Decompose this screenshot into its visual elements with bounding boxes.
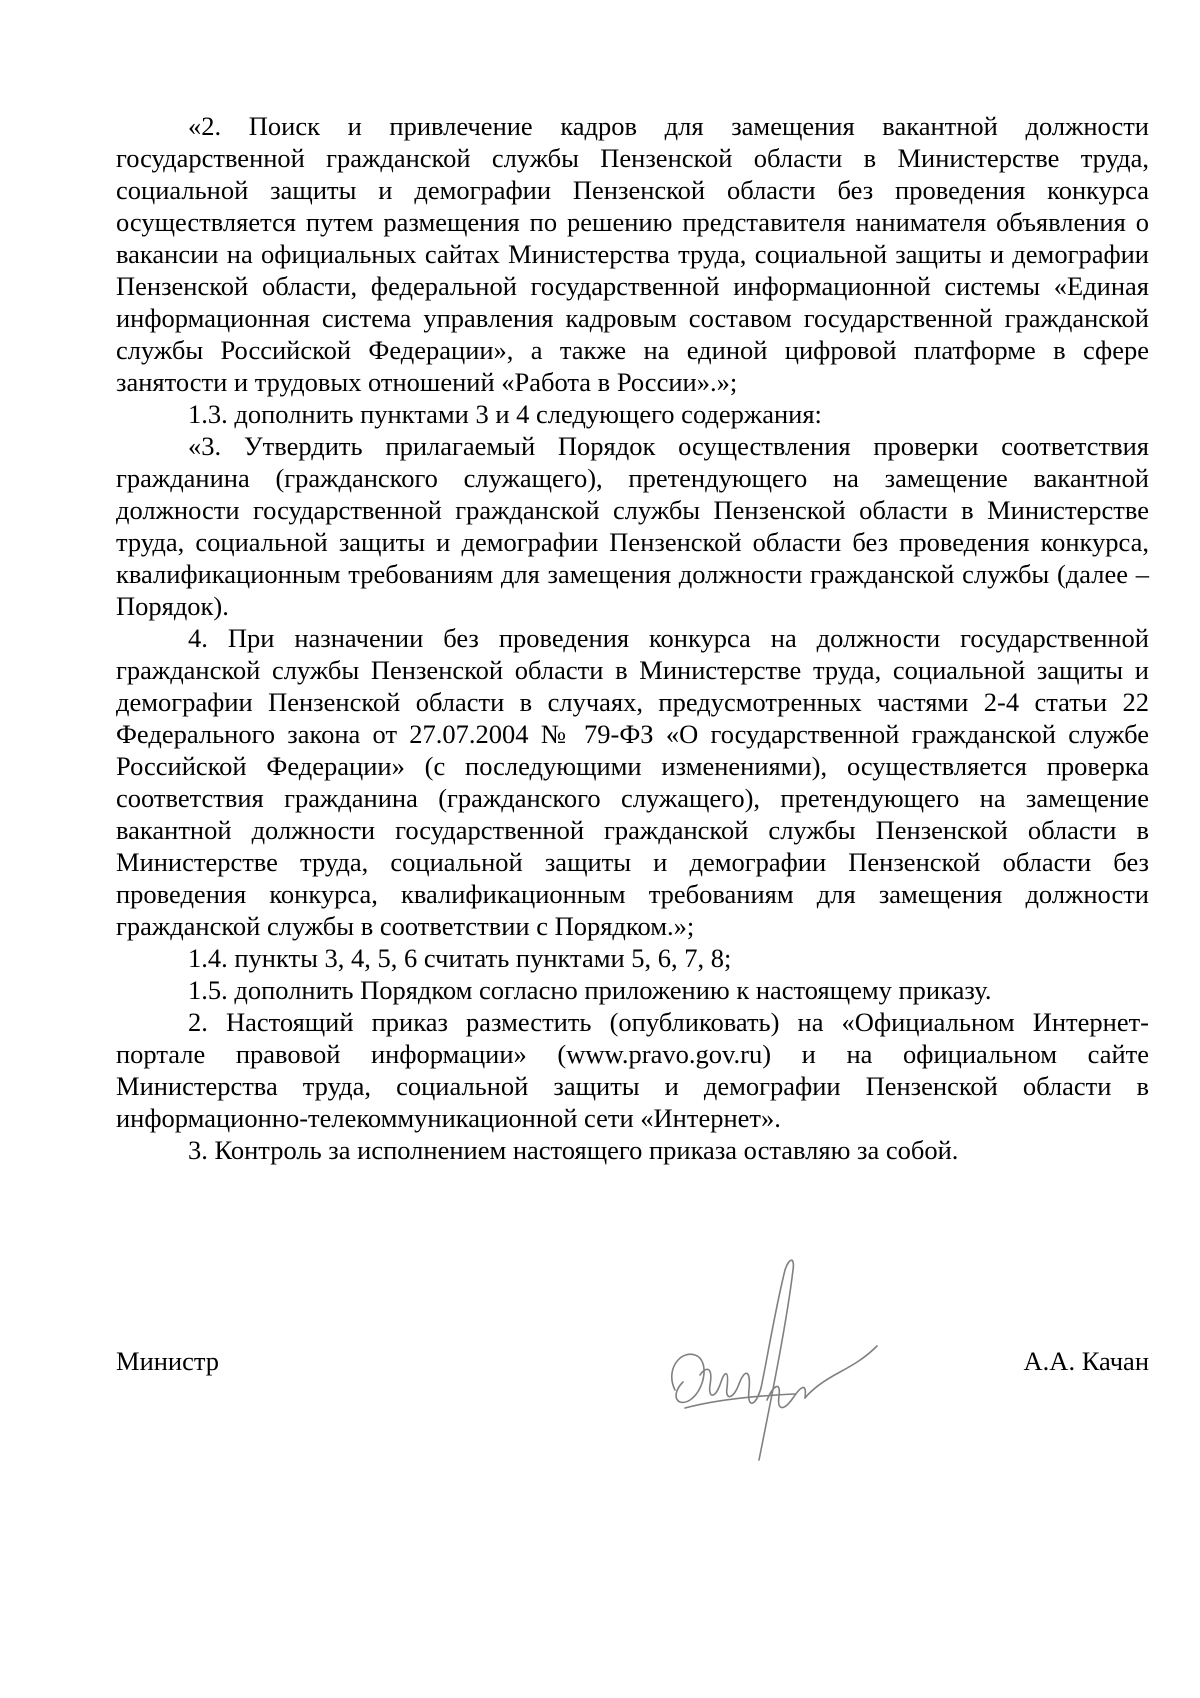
paragraph-amendment-1-4: 1.4. пункты 3, 4, 5, 6 считать пунктами 5, 6, 7, 8; bbox=[188, 943, 732, 973]
signer-name: А.А. Качан bbox=[1023, 1346, 1149, 1376]
handwritten-signature bbox=[655, 1250, 885, 1480]
paragraph-item-3: «3. Утвердить прилагаемый Порядок осуществления проверки соответствия гражданина (гражданского служащего), претендующего на замещение вакантной должности государственной гражданской службы Пензенской области в Министерстве труда, социальной защиты и демографии Пензенской области без проведения конкурса, квалификационным требованиям для замещения должности гражданской службы (далее – Порядок). bbox=[116, 431, 1149, 621]
paragraph-item-2-replacement: «2. Поиск и привлечение кадров для замещения вакантной должности государственной гражданской службы Пензенской области в Министерстве труда, социальной защиты и демографии Пензенской области без проведения конкурса осуществляется путем размещения по решению представителя нанимателя объявления о вакансии на официальных сайтах Министерства труда, социальной защиты и демографии Пензенской области, федеральной государственной информационной системы «Единая информационная система управления кадровым составом государственной гражданской службы Российской Федерации», а также на единой цифровой платформе в сфере занятости и трудовых отношений «Работа в России».»; bbox=[116, 111, 1149, 397]
signature-row bbox=[116, 1345, 1149, 1385]
paragraph-amendment-1-3: 1.3. дополнить пунктами 3 и 4 следующего содержания: bbox=[188, 399, 822, 429]
signer-title: Министр bbox=[116, 1346, 220, 1376]
paragraph-amendment-1-5: 1.5. дополнить Порядком согласно приложению к настоящему приказу. bbox=[188, 975, 992, 1005]
paragraph-control: 3. Контроль за исполнением настоящего приказа оставляю за собой. bbox=[188, 1135, 959, 1165]
document-body bbox=[116, 110, 1149, 1166]
paragraph-item-4: 4. При назначении без проведения конкурса на должности государственной гражданской службы Пензенской области в Министерстве труда, социальной защиты и демографии Пензенской области в случаях, предусмотренных частями 2-4 статьи 22 Федерального закона от 27.07.2004 № 79-ФЗ «О государственной гражданской службе Российской Федерации» (с последующими изменениями), осуществляется проверка соответствия гражданина (гражданского служащего), претендующего на замещение вакантной должности государственной гражданской службы Пензенской области в Министерстве труда, социальной защиты и демографии Пензенской области без проведения конкурса, квалификационным требованиям для замещения должности гражданской службы в соответствии с Порядком.»; bbox=[116, 623, 1149, 941]
paragraph-publication: 2. Настоящий приказ разместить (опубликовать) на «Официальном Интернет-портале правовой информации» (www.pravo.gov.ru) и на официальном сайте Министерства труда, социальной защиты и демографии Пензенской области в информационно-телекоммуникационной сети «Интернет». bbox=[116, 1007, 1149, 1133]
